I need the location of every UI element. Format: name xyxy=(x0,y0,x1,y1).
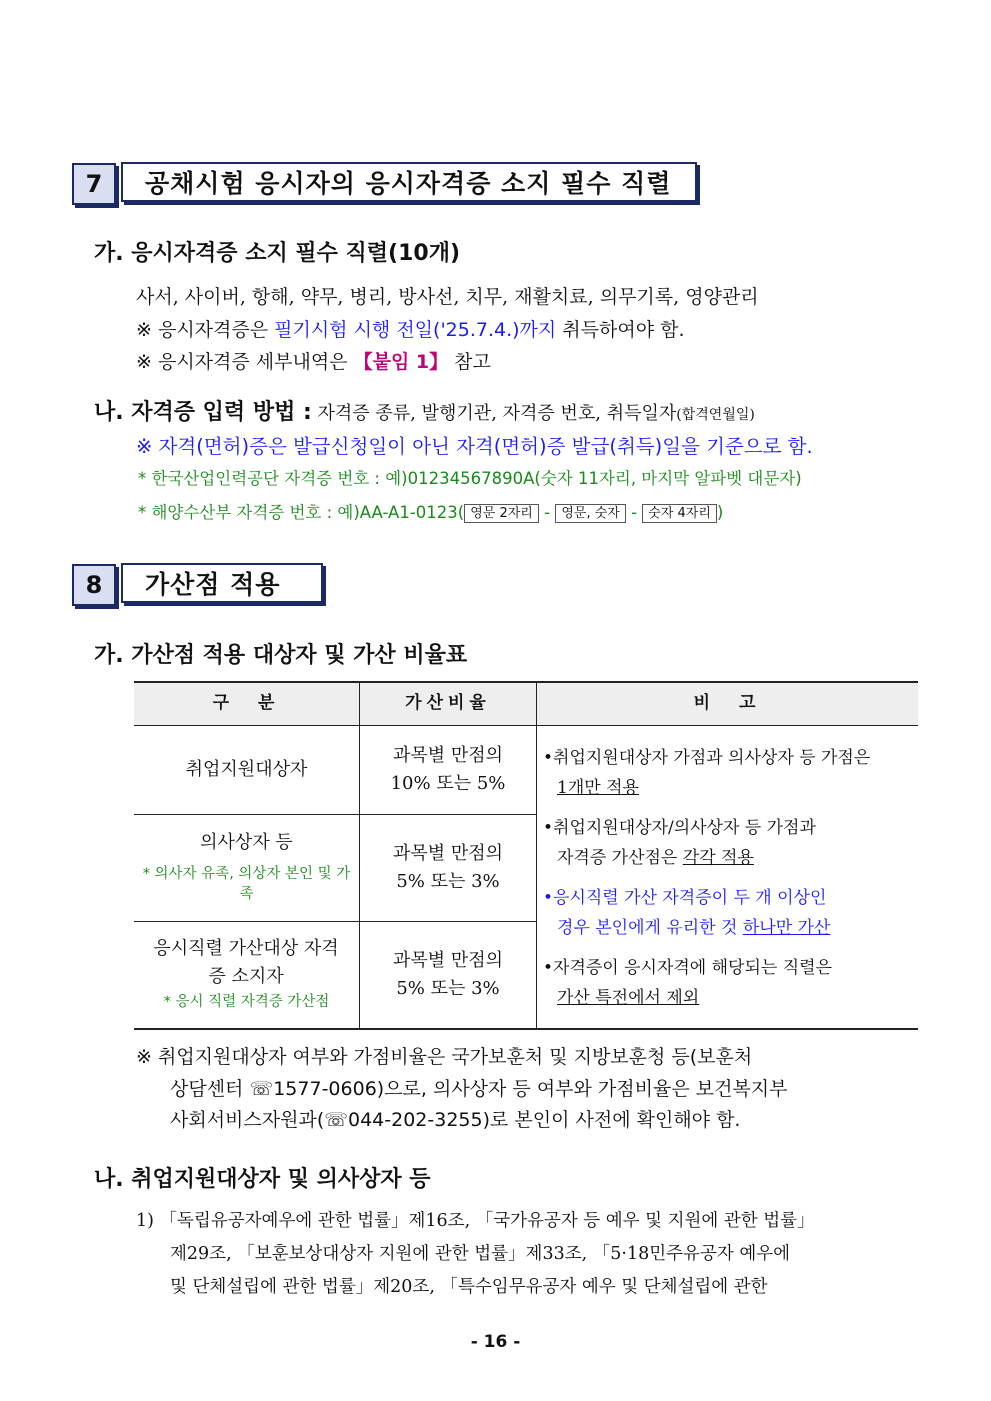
section-8-number: 8 xyxy=(72,564,116,606)
row-divider-2 xyxy=(134,921,536,922)
tag-num-4: 숫자 4자리 xyxy=(642,504,717,523)
verification-note-line2: 상담센터 ☏1577-0606)으로, 의사상자 등 여부와 가점비율은 보건복지부 xyxy=(170,1078,788,1100)
section-7-ga-heading: 가. 응시자격증 소지 필수 직렬(10개) xyxy=(94,241,460,266)
section-7-title: 공채시험 응시자의 응시자격증 소지 필수 직렬 xyxy=(121,162,697,202)
remark-2: •취업지원대상자/의사상자 등 가점과 자격증 가산점은 각각 적용 xyxy=(543,818,816,868)
section-8-title: 가산점 적용 xyxy=(121,563,323,603)
section-8-na-heading: 나. 취업지원대상자 및 의사상자 등 xyxy=(94,1167,431,1192)
row2-note: * 의사자 유족, 의상자 본인 및 가족 xyxy=(142,866,351,902)
table-header-rule xyxy=(134,725,918,726)
header-remarks: 비 고 xyxy=(693,693,762,713)
row3-rate: 과목별 만점의 5% 또는 3% xyxy=(392,950,504,999)
row3-note: * 응시 직렬 자격증 가산점 xyxy=(163,994,330,1010)
remark-1: •취업지원대상자 가점과 의사상자 등 가점은 1개만 적용 xyxy=(543,748,871,798)
row1-category: 취업지원대상자 xyxy=(185,759,308,780)
row1-rate: 과목별 만점의 10% 또는 5% xyxy=(390,745,506,794)
row3-category: 응시직렬 가산대상 자격증 소지자 xyxy=(153,938,339,987)
row-divider-1 xyxy=(134,814,536,815)
mof-cert-number-example: * 해양수산부 자격증 번호 : 예)AA-A1-0123( 영문 2자리 - 영문, 숫자 - 숫자 4자리 ) xyxy=(138,503,724,522)
row2-rate: 과목별 만점의 5% 또는 3% xyxy=(392,843,504,892)
required-job-list: 사서, 사이버, 항해, 약무, 병리, 방사선, 치무, 재활치료, 의무기록, 영양관리 xyxy=(136,286,759,308)
cert-issue-date-note: ※ 자격(면허)증은 발급신청일이 아닌 자격(면허)증 발급(취득)일을 기준으로 함. xyxy=(136,435,813,458)
verification-note-line1: ※ 취업지원대상자 여부와 가점비율은 국가보훈처 및 지방보훈청 등(보훈처 xyxy=(136,1046,753,1068)
cert-deadline-note: ※ 응시자격증은 필기시험 시행 전일('25.7.4.)까지 취득하여야 함. xyxy=(136,319,685,341)
law-paragraph-line3: 및 단체설립에 관한 법률」제20조, 「특수임무유공자 예우 및 단체설립에 관한 xyxy=(170,1277,768,1297)
remark-4: •자격증이 응시자격에 해당되는 직렬은 가산 특전에서 제외 xyxy=(543,958,832,1008)
remark-3: •응시직렬 가산 자격증이 두 개 이상인 경우 본인에게 유리한 것 하나만 가산 xyxy=(543,888,831,938)
header-category: 구 분 xyxy=(212,693,281,713)
table-top-rule xyxy=(134,681,918,683)
section-8-ga-heading: 가. 가산점 적용 대상자 및 가산 비율표 xyxy=(94,643,468,668)
page-number: - 16 - xyxy=(470,1332,521,1352)
law-paragraph-line2: 제29조, 「보훈보상대상자 지원에 관한 법률」제33조, 「5·18민주유공자 예우에 xyxy=(170,1244,791,1264)
tag-alpha-2: 영문 2자리 xyxy=(464,504,539,523)
section-7-number: 7 xyxy=(72,163,116,205)
law-paragraph-line1: 1) 「독립유공자예우에 관한 법률」제16조, 「국가유공자 등 예우 및 지원에 관한 법률」 xyxy=(136,1211,815,1231)
header-rate: 가산비율 xyxy=(405,693,491,713)
cert-detail-note: ※ 응시자격증 세부내역은 【붙임 1】 참고 xyxy=(136,351,491,373)
hrdk-cert-number-example: * 한국산업인력공단 자격증 번호 : 예)01234567890A(숫자 11자리, 마지막 알파벳 대문자) xyxy=(138,469,802,488)
verification-note-line3: 사회서비스자원과(☏044-202-3255)로 본인이 사전에 확인해야 함. xyxy=(170,1109,741,1131)
row2-category: 의사상자 등 xyxy=(200,832,293,853)
tag-alpha-num: 영문, 숫자 xyxy=(555,504,626,523)
cert-input-method: 나. 자격증 입력 방법 : 자격증 종류, 발행기관, 자격증 번호, 취득일자(합격연월일) xyxy=(94,400,755,425)
col-divider-2 xyxy=(536,681,537,1030)
table-bottom-rule xyxy=(134,1028,918,1030)
